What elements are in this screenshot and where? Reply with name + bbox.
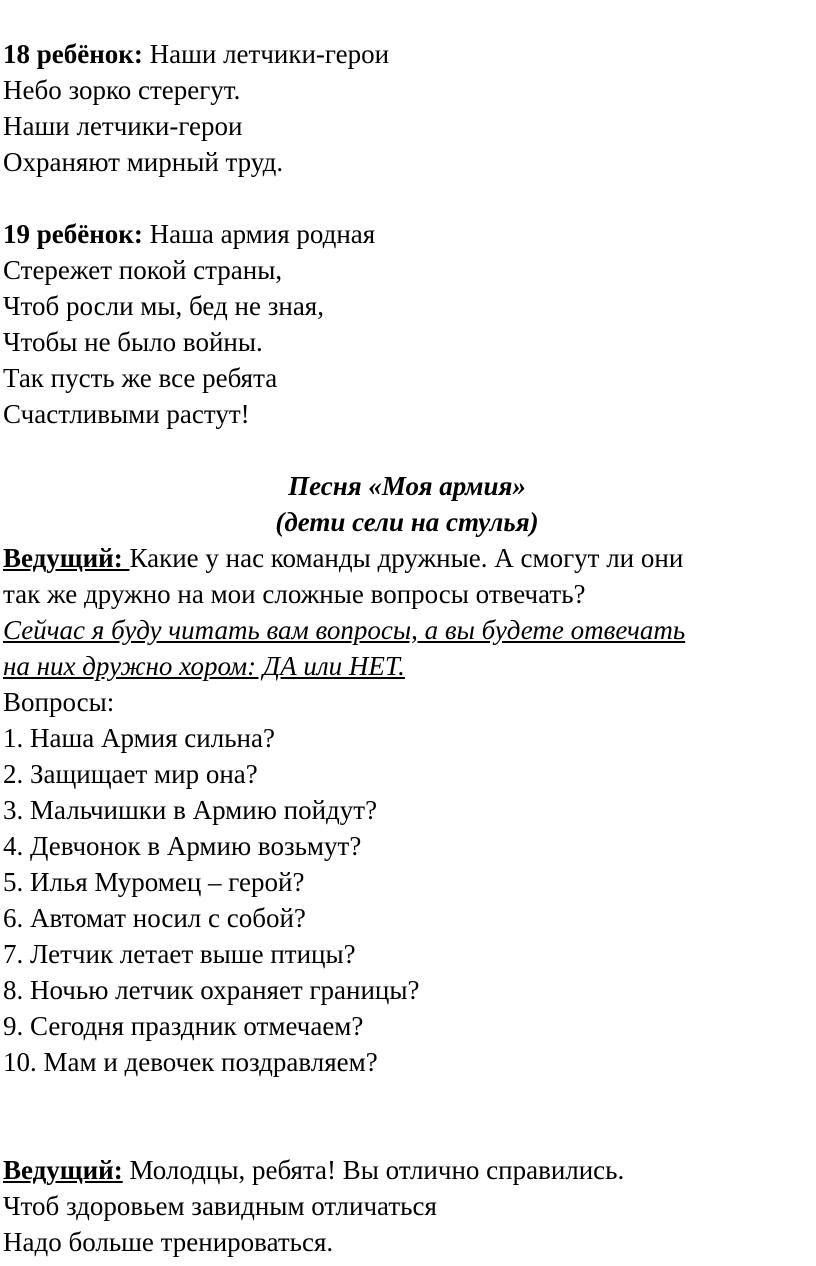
song-title: Песня «Моя армия» — [288, 471, 526, 501]
host-text-line: Чтоб здоровьем завидным отличаться — [3, 1191, 437, 1221]
question-item: 4. Девчонок в Армию возьмут? — [3, 831, 362, 861]
question-item: 7. Летчик летает выше птицы? — [3, 939, 356, 969]
question-item: 9. Сегодня праздник отмечаем? — [3, 1011, 364, 1041]
stanza-first-line — [3, 36, 811, 72]
question-item: 3. Мальчишки в Армию пойдут? — [3, 795, 378, 825]
spacer — [3, 432, 811, 468]
host-label: Ведущий: — [3, 1155, 123, 1185]
host-text: Молодцы, ребята! Вы отлично справились. — [122, 1155, 625, 1185]
verse-line: Счастливыми растут! — [3, 399, 250, 429]
question-item: 10. Мам и девочек поздравляем? — [3, 1047, 378, 1077]
host-text-line: Надо больше тренироваться. — [3, 1227, 334, 1257]
question-item: 1. Наша Армия сильна? — [3, 723, 275, 753]
stanza-18 — [3, 36, 811, 180]
verse-line: Небо зорко стерегут. — [3, 75, 241, 105]
verse-text: Наша армия родная — [142, 219, 376, 249]
host-label: Ведущий: — [3, 543, 130, 573]
stage-direction: (дети сели на стулья) — [275, 507, 539, 537]
host-block-2 — [3, 1152, 811, 1260]
document-page — [3, 36, 811, 1260]
host-text-line: так же дружно на мои сложные вопросы отвечать? — [3, 579, 586, 609]
stanza-19 — [3, 216, 811, 432]
question-item: 5. Илья Муромец – герой? — [3, 867, 305, 897]
host-block-1 — [3, 540, 811, 684]
host-text: Какие у нас команды дружные. А смогут ли они — [129, 543, 684, 573]
instruction-line-wrap — [3, 648, 811, 684]
host-first-line — [3, 1152, 811, 1188]
verse-line: Стережет покой страны, — [3, 255, 283, 285]
instruction-line: Сейчас я буду читать вам вопросы, а вы будете отвечать — [3, 615, 686, 645]
stanza-first-line — [3, 216, 811, 252]
verse-text: Наши летчики-герои — [142, 39, 390, 69]
verse-line: Наши летчики-герои — [3, 111, 243, 141]
verse-line: Охраняют мирный труд. — [3, 147, 284, 177]
question-item: 2. Защищает мир она? — [3, 759, 258, 789]
verse-line: Так пусть же все ребята — [3, 363, 278, 393]
spacer — [3, 180, 811, 216]
speaker-label: 19 ребёнок: — [3, 219, 143, 249]
question-item: 8. Ночью летчик охраняет границы? — [3, 975, 420, 1005]
spacer — [3, 1080, 811, 1152]
speaker-label: 18 ребёнок: — [3, 39, 143, 69]
verse-line: Чтобы не было войны. — [3, 327, 263, 357]
questions-list — [3, 684, 811, 1080]
host-first-line — [3, 540, 811, 576]
verse-line: Чтоб росли мы, бед не зная, — [3, 291, 324, 321]
question-item: 6. Автомат носил с собой? — [3, 903, 306, 933]
instruction-text: на них дружно хором: ДА или НЕТ. — [3, 651, 405, 681]
questions-heading: Вопросы: — [3, 687, 115, 717]
